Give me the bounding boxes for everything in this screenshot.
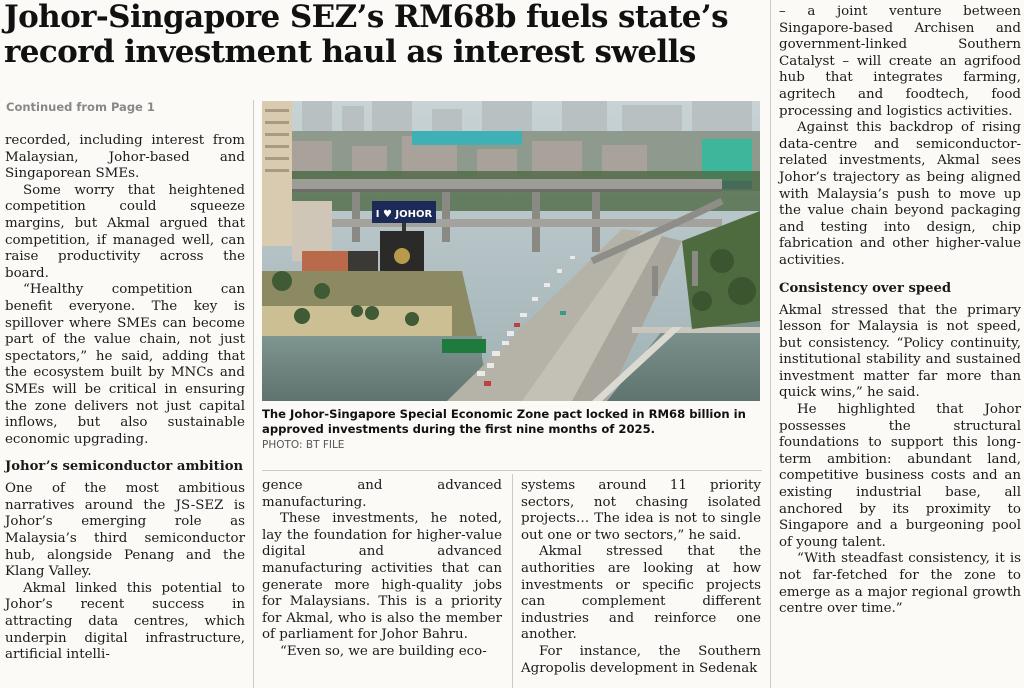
continued-label: Continued from Page 1 (6, 100, 155, 114)
paragraph: Akmal stressed that the authorities are looking at how investments or specific projects can complement different industries and reinforce one another. (521, 544, 761, 643)
article-column-1 (5, 133, 245, 664)
subheading-consistency: Consistency over speed (779, 280, 952, 296)
photo-credit: PHOTO: BT FILE (262, 439, 345, 451)
paragraph: Akmal stressed that the primary lesson for Malaysia is not speed, but consistency. “Policy continuity, institutional stability and sustained investment matter far more than quick wins,” he said. (779, 302, 1021, 401)
paragraph: “Even so, we are building eco- (280, 643, 487, 659)
paragraph: recorded, including interest from Malaysian, Johor-based and Singaporean SMEs. (5, 133, 245, 182)
paragraph: Akmal linked this potential to Johor’s recent success in attracting data centres, which underpin digital infrastructure, artificial intelli- (5, 580, 245, 663)
news-photo (262, 101, 760, 401)
article-column-3 (521, 478, 761, 677)
caption-divider (262, 470, 762, 471)
paragraph: gence and advanced manufacturing. (262, 478, 502, 510)
paragraph: Against this backdrop of rising data-centre and semiconductor-related investments, Akmal sees Johor’s trajectory as being aligned with Malaysia’s push to move up the value chain beyond packaging and testing into design, chip fabrication and other higher-value activities. (779, 120, 1021, 268)
paragraph: Some worry that heightened competition could squeeze margins, but Akmal argued that competition, if managed well, can raise productivity across the board. (5, 182, 245, 281)
paragraph: “With steadfast consistency, it is not far-fetched for the zone to emerge as a major regional growth centre over time.” (779, 551, 1021, 617)
headline-line-1: Johor-Singapore SEZ’s RM68b fuels state’s (4, 0, 728, 35)
johor-sign-text: I ♥ JOHOR (375, 209, 433, 220)
column-divider (512, 474, 513, 688)
column-divider (770, 0, 771, 688)
paragraph: – a joint venture between Singapore-based Archisen and government-linked Southern Catalyst – will create an agrifood hub that integrates farming, agritech and foodtech, food processing and logistics activities. (779, 4, 1021, 119)
photo-caption: The Johor-Singapore Special Economic Zone pact locked in RM68 billion in approved investments during the first nine months of 2025. (262, 407, 746, 436)
column-divider (253, 100, 254, 688)
paragraph: “Healthy competition can benefit everyone. The key is spillover where SMEs can become part of the value chain, not just spectators,” he said, adding that the ecosystem built by MNCs and SMEs will be critical in ensuring the zone delivers not just capital inflows, but also sustainable economic upgrading. (5, 282, 245, 447)
paragraph: He highlighted that Johor possesses the structural foundations to support this long-term ambition: abundant land, competitive business costs and an existing industrial base, all anchored by its proximity to Singapore and a burgeoning pool of young talent. (779, 402, 1021, 550)
paragraph: systems around 11 priority sectors, not chasing isolated projects… The idea is not to single out one or two sectors,” he said. (521, 478, 761, 543)
paragraph: For instance, the Southern Agropolis development in Sedenak (521, 643, 761, 676)
article-column-2 (262, 478, 502, 661)
subheading-semiconductor: Johor’s semiconductor ambition (5, 459, 244, 475)
headline (4, 0, 774, 70)
headline-line-2: record investment haul as interest swells (4, 34, 696, 70)
paragraph: These investments, he noted, lay the foundation for higher-value digital and advanced manufacturing activities that can generate more high-quality jobs for Malaysians. This is a priority for Akmal, who is also the member of parliament for Johor Bahru. (262, 511, 502, 643)
paragraph: One of the most ambitious narratives around the JS-SEZ is Johor’s emerging role as Malaysia’s third semiconductor hub, alongside Penang and the Klang Valley. (5, 481, 245, 580)
article-column-4 (779, 4, 1021, 618)
